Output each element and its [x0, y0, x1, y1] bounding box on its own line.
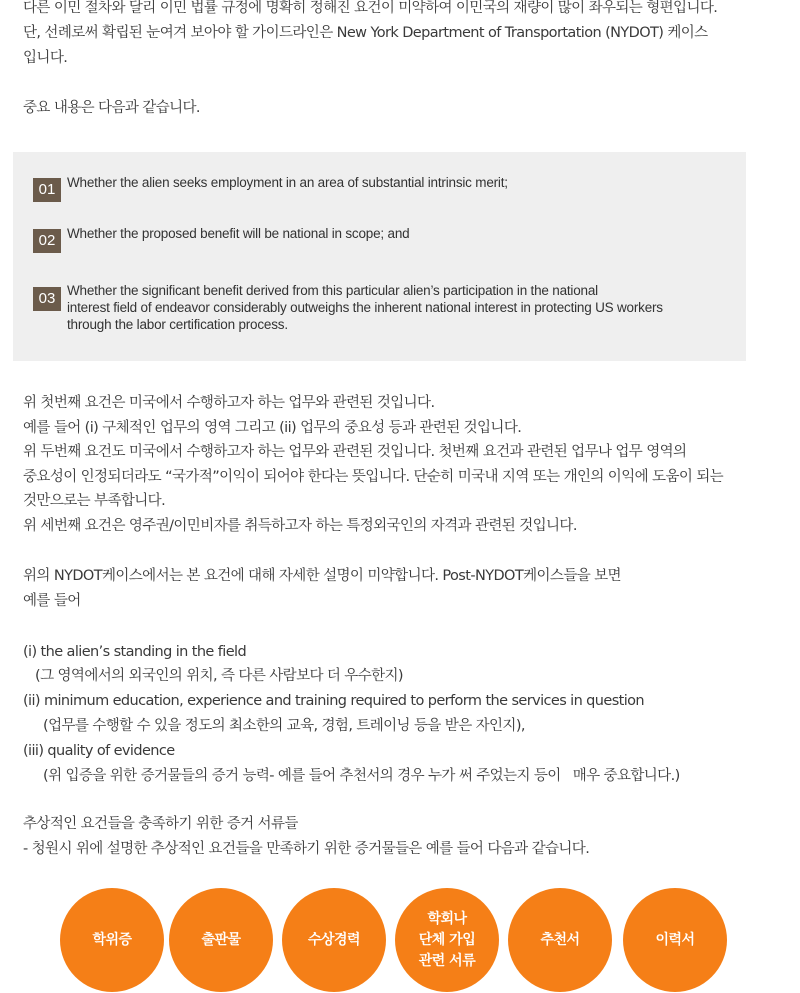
- post-nydot-line-2: 예를 들어: [23, 593, 81, 609]
- explanation-line-1: 위 첫번째 요건은 미국에서 수행하고자 하는 업무와 관련된 것입니다.: [23, 395, 435, 411]
- criteria-box: [13, 152, 746, 361]
- example-1-note: (그 영역에서의 외국인의 위치, 즉 다른 사람보다 더 우수한지): [23, 668, 403, 684]
- criterion-text: through the labor certification process.: [67, 317, 288, 332]
- number-badge: 02: [33, 229, 61, 253]
- evidence-heading: 추상적인 요건들을 충족하기 위한 증거 서류들: [23, 816, 298, 832]
- evidence-description: - 청원시 위에 설명한 추상적인 요건들을 만족하기 위한 증거물들은 예를 들어 다음과 같습니다.: [23, 841, 590, 857]
- evidence-publications: 출판물: [169, 888, 273, 992]
- criterion-1: [33, 175, 508, 202]
- example-1: (i) the alien’s standing in the field: [23, 644, 247, 660]
- intro-line-1: 다른 이민 절차와 달리 이민 법률 규정에 명확히 정해진 요건이 미약하여 이민국의 재량이 많이 좌우되는 형편입니다.: [23, 0, 718, 16]
- example-2-note: (업무를 수행할 수 있을 정도의 최소한의 교육, 경험, 트레이닝 등을 받은 자인지),: [23, 718, 525, 734]
- example-3: (iii) quality of evidence: [23, 743, 175, 759]
- post-nydot-line-1: 위의 NYDOT케이스에서는 본 요건에 대해 자세한 설명이 미약합니다. Post-NYDOT케이스들을 보면: [23, 568, 621, 584]
- evidence-resume: 이력서: [623, 888, 727, 992]
- evidence-awards: 수상경력: [282, 888, 386, 992]
- criterion-text: interest field of endeavor considerably outweighs the inherent national interest in protecting US workers: [67, 300, 663, 315]
- number-badge: 03: [33, 287, 61, 311]
- criterion-2: [33, 226, 410, 253]
- example-3-note: (위 입증을 위한 증거물들의 증거 능력- 예를 들어 추천서의 경우 누가 써 주었는지 등이 매우 중요합니다.): [23, 768, 680, 784]
- explanation-line-6: 위 세번째 요건은 영주권/이민비자를 취득하고자 하는 특정외국인의 자격과 관련된 것입니다.: [23, 518, 577, 534]
- evidence-membership: 학회나 단체 가입 관련 서류: [395, 888, 499, 992]
- criterion-text: Whether the alien seeks employment in an area of substantial intrinsic merit;: [67, 175, 508, 190]
- explanation-line-5: 것만으로는 부족합니다.: [23, 493, 166, 509]
- key-intro: 중요 내용은 다음과 같습니다.: [23, 100, 200, 116]
- intro-line-3: 입니다.: [23, 50, 68, 66]
- explanation-line-3: 위 두번째 요건도 미국에서 수행하고자 하는 업무와 관련된 것입니다. 첫번째 요건과 관련된 업무나 업무 영역의: [23, 444, 687, 460]
- example-2: (ii) minimum education, experience and training required to perform the services in question: [23, 693, 645, 709]
- criterion-text: Whether the significant benefit derived from this particular alien’s participation in the national: [67, 283, 598, 298]
- criterion-3: [33, 283, 663, 333]
- intro-line-2: 단, 선례로써 확립된 눈여겨 보아야 할 가이드라인은 New York Department of Transportation (NYDOT) 케이스: [23, 25, 708, 41]
- criterion-text: Whether the proposed benefit will be national in scope; and: [67, 226, 410, 241]
- explanation-line-4: 중요성이 인정되더라도 “국가적”이익이 되어야 한다는 뜻입니다. 단순히 미국내 지역 또는 개인의 이익에 도움이 되는: [23, 469, 724, 485]
- evidence-recommendation: 추천서: [508, 888, 612, 992]
- evidence-degree: 학위증: [60, 888, 164, 992]
- number-badge: 01: [33, 178, 61, 202]
- explanation-line-2: 예를 들어 (i) 구체적인 업무의 영역 그리고 (ii) 업무의 중요성 등과 관련된 것입니다.: [23, 420, 522, 436]
